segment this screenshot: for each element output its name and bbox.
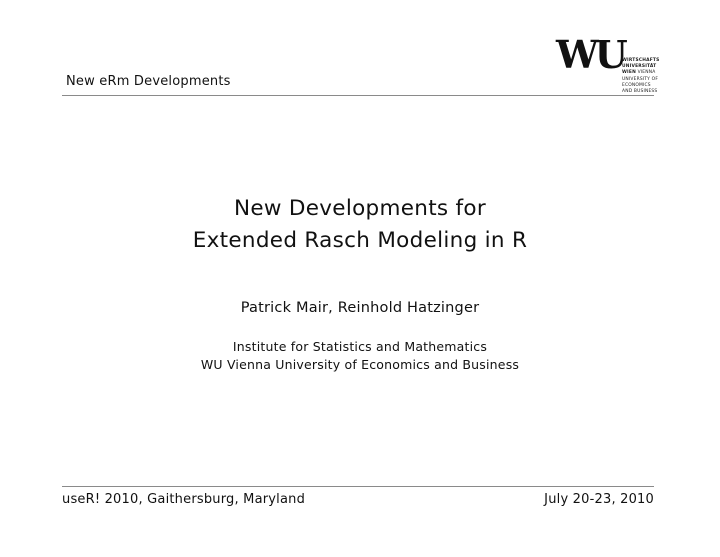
slide-title — [0, 193, 720, 257]
logo-line-4: UNIVERSITY OF — [622, 76, 659, 82]
logo-line-3a: WIEN — [622, 70, 636, 76]
header-rule — [62, 95, 654, 96]
slide-title-line-1: New Developments for — [233, 196, 487, 221]
wu-logo-text — [622, 58, 659, 95]
institute-line-1: Institute for Statistics and Mathematics — [232, 339, 488, 354]
logo-line-3b: VIENNA — [637, 70, 656, 76]
footer-rule — [62, 486, 654, 487]
slide-institute — [0, 338, 720, 374]
logo-line-5: ECONOMICS — [622, 82, 651, 88]
logo-line-2: UNIVERSITÄT — [622, 64, 657, 70]
slide-title-line-2: Extended Rasch Modeling in R — [192, 228, 528, 253]
footer-event: useR! 2010, Gaithersburg, Maryland — [62, 492, 306, 507]
header-title: New eRm Developments — [66, 74, 231, 89]
slide-authors: Patrick Mair, Reinhold Hatzinger — [240, 300, 480, 316]
institute-line-2: WU Vienna University of Economics and Business — [200, 357, 520, 372]
wu-logo — [556, 32, 666, 95]
wu-logo-mark: WU — [556, 32, 624, 77]
logo-line-6: AND BUSINESS — [622, 89, 658, 95]
logo-line-1: WIRTSCHAFTS — [622, 58, 660, 63]
logo-line-3 — [622, 70, 659, 76]
footer-date: July 20-23, 2010 — [544, 492, 654, 507]
